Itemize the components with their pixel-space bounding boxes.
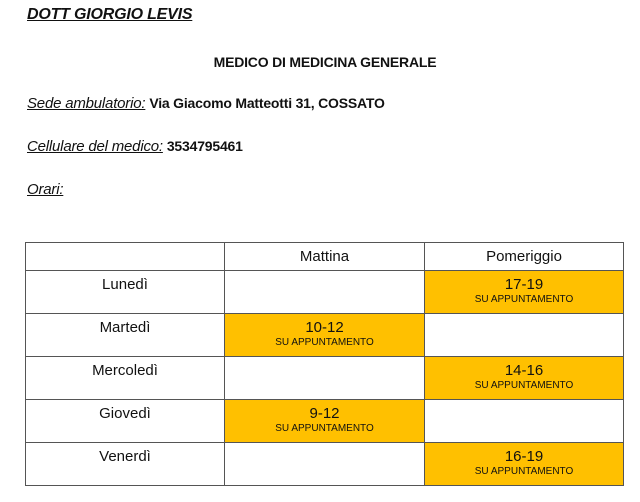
header-mattina: Mattina	[225, 243, 425, 271]
appointment-note: SU APPUNTAMENTO	[275, 337, 374, 348]
appointment-note: SU APPUNTAMENTO	[474, 380, 574, 391]
day-cell: Mercoledì	[26, 357, 225, 400]
mattina-slot-cell	[225, 314, 425, 357]
doctor-name: DOTT GIORGIO LEVIS	[27, 6, 193, 23]
address-line	[27, 95, 385, 112]
hours-heading	[27, 181, 63, 198]
appointment-note: SU APPUNTAMENTO	[474, 294, 574, 305]
pomeriggio-slot-cell	[425, 357, 624, 400]
slot-hours: 9-12	[309, 405, 340, 422]
mattina-slot-cell	[225, 271, 425, 314]
phone-line	[27, 138, 243, 155]
table-row	[26, 443, 624, 486]
table-row	[26, 357, 624, 400]
table-row	[26, 271, 624, 314]
hours-label: Orari:	[27, 181, 64, 198]
mattina-slot-cell	[225, 443, 425, 486]
appointment-note: SU APPUNTAMENTO	[275, 423, 374, 434]
slot-hours: 17-19	[504, 276, 544, 293]
pomeriggio-slot-cell	[425, 271, 624, 314]
pomeriggio-slot-cell	[425, 400, 624, 443]
day-cell: Venerdì	[26, 443, 225, 486]
slot-hours: 10-12	[305, 319, 344, 336]
pomeriggio-slot-cell	[425, 314, 624, 357]
day-cell: Giovedì	[26, 400, 225, 443]
appointment-note: SU APPUNTAMENTO	[474, 466, 574, 477]
table-row	[26, 314, 624, 357]
mattina-slot-cell	[225, 400, 425, 443]
doctor-role-title: MEDICO DI MEDICINA GENERALE	[213, 54, 437, 70]
schedule-header-row	[26, 243, 624, 271]
day-cell: Lunedì	[26, 271, 225, 314]
slot-hours: 16-19	[504, 448, 544, 465]
table-row	[26, 400, 624, 443]
address-label: Sede ambulatorio:	[27, 95, 146, 112]
mattina-slot-cell	[225, 357, 425, 400]
address-value: Via Giacomo Matteotti 31, COSSATO	[149, 95, 385, 111]
day-cell: Martedì	[26, 314, 225, 357]
slot-hours: 14-16	[504, 362, 544, 379]
header-day	[26, 243, 225, 271]
header-pomeriggio: Pomeriggio	[425, 243, 624, 271]
schedule-table	[25, 242, 624, 486]
phone-label: Cellulare del medico:	[27, 138, 163, 155]
phone-value: 3534795461	[166, 138, 243, 154]
pomeriggio-slot-cell	[425, 443, 624, 486]
